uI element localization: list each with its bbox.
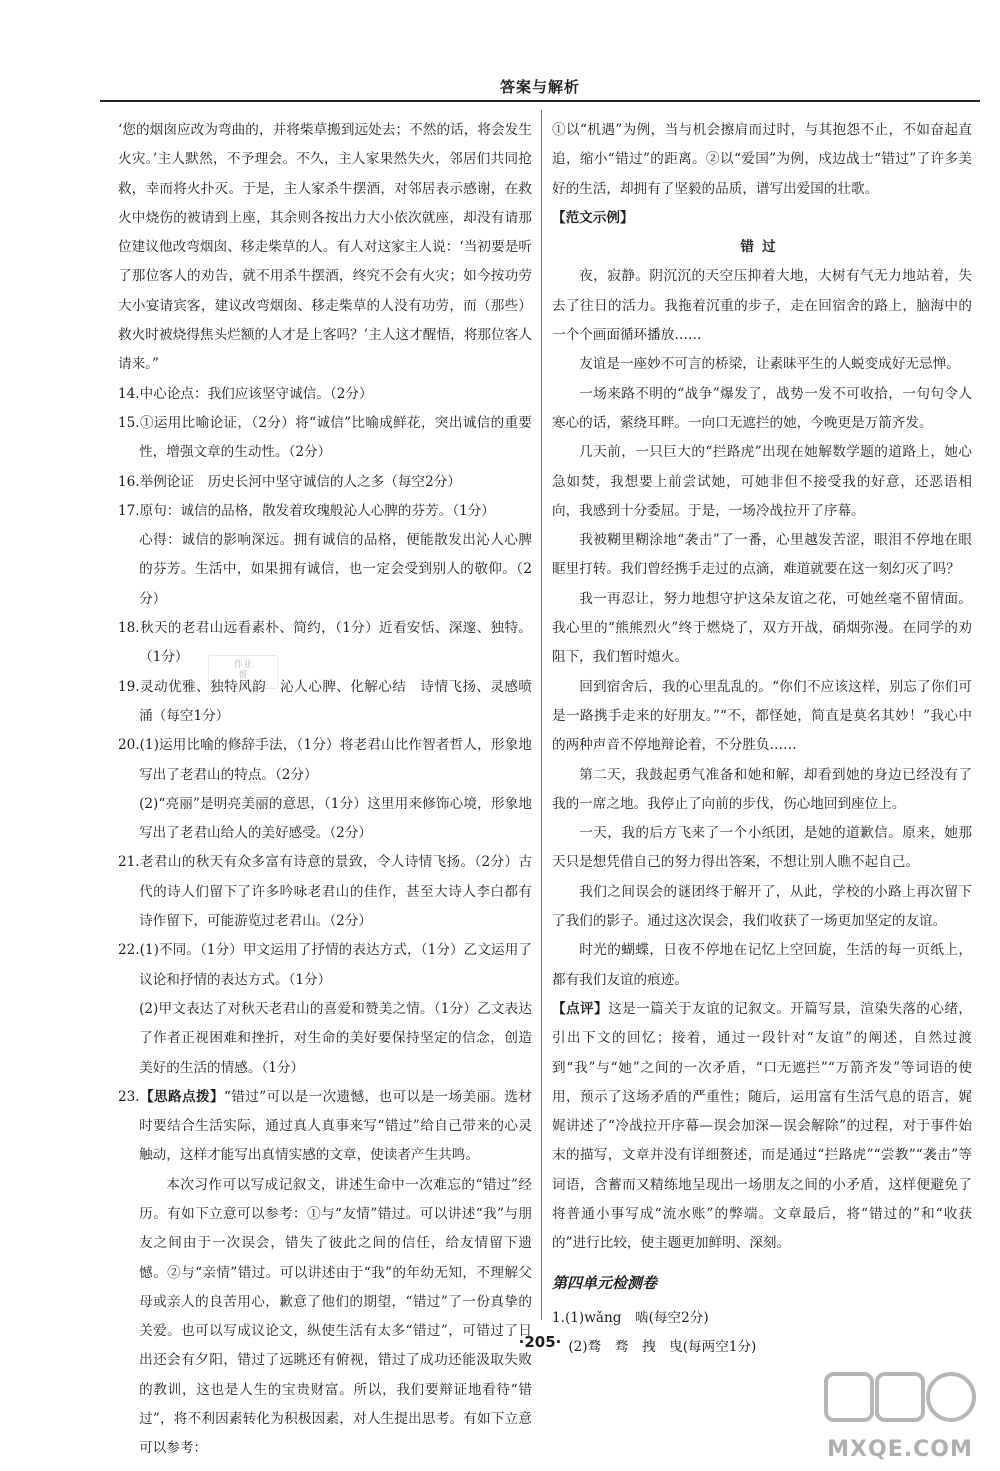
header-rule	[100, 100, 980, 102]
sample-essay-tag: 【范文示例】	[552, 209, 634, 226]
left-column	[118, 116, 532, 1464]
essay-paragraph: 一天，我的后方飞来了一个小纸团，是她的道歉信。原来，她那天只是想凭借自己的努力得出答案，不想让别人瞧不起自己。	[552, 825, 972, 871]
story-translation: ‘您的烟囱应改为弯曲的，并将柴草搬到远处去；不然的话，将会发生火灾。’主人默然，不予理会。不久，主人家果然失火，邻居们共同抢救，幸而将火扑灭。于是，主人家杀牛摆酒，对邻居表示感谢，在救火中烧伤的被请到上座，其余则各按出力大小依次就座，却没有请那位建议他改弯烟囱、移走柴草的人。有人对这家主人说：‘当初要是听了那位客人的劝告，就不用杀牛摆酒，终究不会有火灾；如今按功劳大小宴请宾客，建议改弯烟囱、移走柴草的人没有功劳，而（那些）救火时被烧得焦头烂额的人才是上客吗？’主人这才醒悟，将那位客人请来。”	[118, 122, 532, 373]
answer-23-number: 23.	[118, 1088, 140, 1105]
unit4-answer-1-1: 1.(1)wǎng 啮(每空2分)	[552, 1309, 709, 1326]
answer-20-1: 20.(1)运用比喻的修辞手法，（1分）将老君山比作智者哲人，形象地写出了老君山的特点。（2分）	[118, 737, 532, 783]
essay-paragraph: 夜，寂静。阴沉沉的天空压抑着大地，大树有气无力地站着，失去了往日的活力。我拖着沉重的步子，走在回宿舍的路上，脑海中的一个个画面循环播放……	[552, 268, 972, 344]
essay-paragraph: 时光的蝴蝶，日夜不停地在记忆上空回旋，生活的每一页纸上，都有我们友谊的痕迹。	[552, 942, 972, 988]
answer-15: 15.①运用比喻论证，（2分）将“诚信”比喻成鲜花，突出诚信的重要性，增强文章的生动性。（2分）	[118, 414, 532, 461]
unit-4-test-title: 第四单元检测卷	[552, 1273, 658, 1292]
essay-title: 错过	[740, 239, 784, 256]
unit4-answer-1-2: (2)骛 骛 拽 曳(每两空1分)	[568, 1339, 757, 1356]
thinking-tip-tag: 【思路点拨】	[139, 1088, 224, 1105]
answer-23-continued: ①以“机遇”为例，当与机会擦肩而过时，与其抱怨不止，不如奋起直追，缩小“错过”的距离。②以“爱国”为例，戍边战士“错过”了许多美好的生活，却拥有了坚毅的品质，谱写出爱国的壮歌。	[552, 122, 972, 197]
watermark-site: MXQE.COM	[827, 1437, 973, 1462]
answer-17-insight: 心得：诚信的影响深远。拥有诚信的品格，便能散发出沁人心脾的芬芳。生活中，如果拥有诚信，也一定会受到别人的敬仰。（2分）	[139, 532, 532, 607]
answer-21: 21.老君山的秋天有众多富有诗意的景致，令人诗情飞扬。（2分）古代的诗人们留下了许多吟咏老君山的佳作，甚至大诗人李白都有诗作留下，可能游览过老君山。（2分）	[118, 854, 532, 930]
answer-18: 18.秋天的老君山远看素朴、简约，（1分）近看安恬、深邃、独特。（1分）	[118, 620, 532, 666]
answer-19: 19.灵动优雅、独特风韵 沁人心脾、化解心结 诗情飞扬、灵感喷涌（每空1分）	[118, 678, 532, 724]
column-divider	[541, 110, 542, 1320]
answer-23-text: “错过”可以是一次遗憾，也可以是一场美丽。选材时要结合生活实际，通过真人真事来写“错过”给自己带来的心灵触动，这样才能写出真情实感的文章，使读者产生共鸣。	[139, 1088, 532, 1164]
essay-paragraph: 友谊是一座妙不可言的桥梁，让素昧平生的人蜕变成好无忌惮。	[579, 356, 960, 373]
essay-paragraph: 我们之间误会的谜团终于解开了，从此，学校的小路上再次留下了我们的影子。通过这次误会，我们收获了一场更加坚定的友谊。	[552, 883, 972, 930]
page-header: 答案与解析	[499, 78, 580, 96]
homework-stamp: 作业 帮	[208, 655, 278, 689]
essay-paragraph: 回到宿舍后，我的心里乱乱的。“你们不应该这样，别忘了你们可是一路携手走来的好朋友。”“不，都怪她，简直是莫名其妙！”我心中的两种声音不停地辩论着，不分胜负……	[552, 678, 972, 754]
essay-paragraph: 第二天，我鼓起勇气准备和她和解，却看到她的身边已经没有了我的一席之地。我停止了向前的步伐，伤心地回到座位上。	[552, 766, 972, 812]
page-number: ·205·	[518, 1333, 562, 1351]
essay-paragraph: 一场来路不明的“战争”爆发了，战势一发不可收拾，一句句令人寒心的话，萦绕耳畔。一向口无遮拦的她，今晚更是万箭齐发。	[552, 385, 972, 431]
comment-text: 这是一篇关于友谊的记叙文。开篇写景，渲染失落的心绪，引出下文的回忆；接着，通过一段针对“友谊”的阐述，自然过渡到“我”与“她”之间的一次矛盾，“口无遮拦”“万箭齐发”等词语的使用，预示了这场矛盾的严重性；随后，运用富有生活气息的语言，娓娓讲述了“冷战拉开序幕—误会加深—误会解除”的过程，对于事件始末的描写，文章并没有详细赘述，而是通过“拦路虎”“尝教”“袭击”等词语，含蓄而又精练地呈现出一场朋友之间的小矛盾，这样便避免了将普通小事写成“流水账”的弊端。文章最后，将“错过的”和“收获的”进行比较，使主题更加鲜明、深刻。	[552, 1000, 973, 1252]
watermark-logo-icon	[820, 1368, 980, 1438]
essay-comment	[552, 995, 972, 1259]
answer-23	[118, 1083, 532, 1171]
site-watermark	[820, 1368, 980, 1468]
comment-tag: 【点评】	[552, 1000, 609, 1017]
right-column	[552, 116, 972, 1362]
answer-22-2: (2)甲文表达了对秋天老君山的喜爱和赞美之情。（1分）乙文表达了作者正视困难和挫折，对生命的美好要保持坚定的信念，创造美好的生活的情感。（1分）	[139, 1000, 532, 1076]
essay-paragraph: 我一再忍让，努力地想守护这朵友谊之花，可她丝毫不留情面。我心里的“熊熊烈火”终于燃烧了，双方开战，硝烟弥漫。在同学的劝阻下，我们暂时熄火。	[552, 590, 972, 666]
essay-paragraph: 几天前，一只巨大的“拦路虎”出现在她解数学题的道路上，她心急如焚，我想要上前尝试她，可她非但不接受我的好意，还恶语相向，我感到十分委屈。于是，一场冷战拉开了序幕。	[552, 444, 972, 519]
essay-paragraph: 我被糊里糊涂地“袭击”了一番，心里越发苦涩，眼泪不停地在眼眶里打转。我们曾经携手走过的点滴，难道就要在这一刻幻灭了吗？	[552, 532, 972, 578]
answer-23-para2: 本次习作可以写成记叙文，讲述生命中一次难忘的“错过”经历。有如下立意可以参考：①与“友情”错过。可以讲述“我”与朋友之间由于一次误会，错失了彼此之间的信任，给友情留下遗憾。②与“亲情”错过。可以讲述由于“我”的年幼无知，不理解父母或亲人的良苦用心，歉意了他们的期望，“错过”了一份真挚的关爱。也可以写成议论文，纵使生活有太多“错过”，可错过了日出还会有夕阳，错过了远眺还有俯视，错过了成功还能汲取失败的教训，这也是人生的宝贵财富。所以，我们要辩证地看待“错过”，将不利因素转化为积极因素，对人生提出思考。有如下立意可以参考：	[139, 1176, 532, 1457]
answer-22-1: 22.(1)不同。（1分）甲文运用了抒情的表达方式，（1分）乙文运用了议论和抒情的表达方式。（1分）	[118, 942, 532, 988]
answer-16: 16.举例论证 历史长河中坚守诚信的人之多（每空2分）	[118, 473, 461, 490]
answer-17-sentence: 17.原句：诚信的品格，散发着玫瑰般沁人心脾的芬芳。（1分）	[118, 502, 495, 519]
answer-20-2: (2)“亮丽”是明亮美丽的意思，（1分）这里用来修饰心境，形象地写出了老君山给人的美好感受。（2分）	[139, 795, 532, 842]
answer-14: 14.中心论点：我们应该坚守诚信。（2分）	[118, 385, 373, 402]
